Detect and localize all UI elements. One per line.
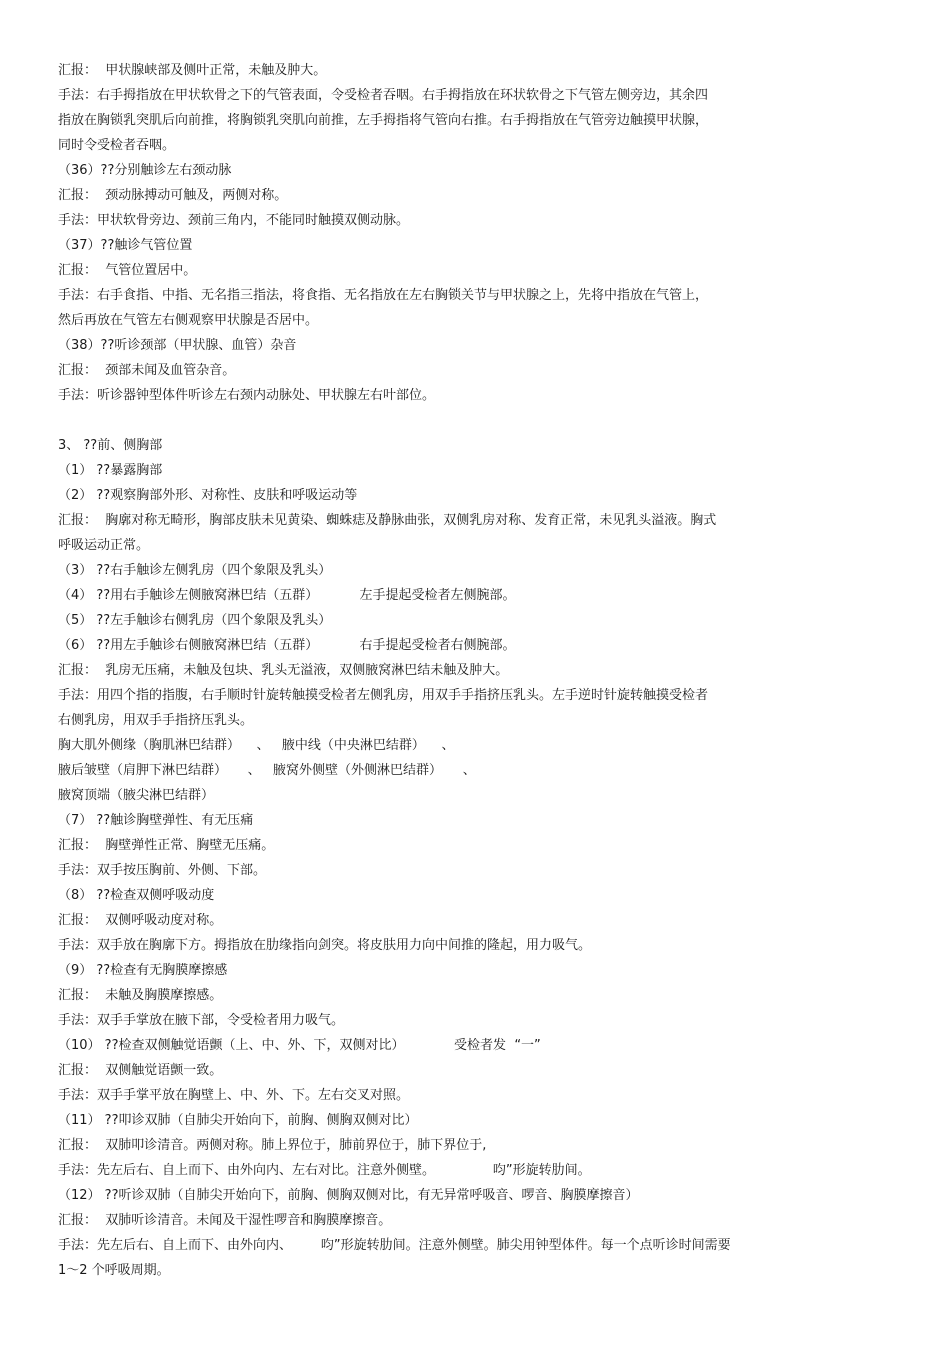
text-line: 汇报： 胸廓对称无畸形，胸部皮肤未见黄染、蜘蛛痣及静脉曲张，双侧乳房对称、发育正常，未见乳头溢液。胸式 [58, 513, 717, 528]
section-heading: （9） ??检查有无胸膜摩擦感 [58, 963, 228, 978]
text-line: 1～2 个呼吸周期。 [58, 1263, 170, 1278]
text-line: 汇报： 颈动脉搏动可触及，两侧对称。 [58, 188, 288, 203]
text-line: 腋窝顶端（腋尖淋巴结群） [58, 788, 215, 803]
text-line: 汇报： 双侧呼吸动度对称。 [58, 913, 223, 928]
section-heading: （2） ??观察胸部外形、对称性、皮肤和呼吸运动等 [58, 488, 358, 503]
text-line: 手法：先左后右、自上而下、由外向内、 呁”形旋转肋间。注意外侧壁。肺尖用钟型体件。每一个点听诊时间需要 [58, 1238, 731, 1253]
section-heading: （1） ??暴露胸部 [58, 463, 163, 478]
text-line: 呼吸运动正常。 [58, 538, 150, 553]
section-heading: （37）??触诊气管位置 [58, 238, 193, 253]
text-line: 手法：双手按压胸前、外侧、下部。 [58, 863, 267, 878]
section-heading: （38）??听诊颈部（甲状腺、血管）杂音 [58, 338, 297, 353]
section-heading: （4） ??用右手触诊左侧腋窝淋巴结（五群） 左手提起受检者左侧腕部。 [58, 588, 516, 603]
text-line: 手法：先左后右、自上而下、由外向内、左右对比。注意外侧壁。 呁”形旋转肋间。 [58, 1163, 591, 1178]
text-line: 汇报： 未触及胸膜摩擦感。 [58, 988, 223, 1003]
section-heading: （36）??分别触诊左右颈动脉 [58, 163, 232, 178]
text-line: 然后再放在气管左右侧观察甲状腺是否居中。 [58, 313, 319, 328]
text-line: 手法：用四个指的指腹，右手顺时针旋转触摸受检者左侧乳房，用双手手指挤压乳头。左手逆时针旋转触摸受检者 [58, 688, 709, 703]
text-line: 手法：右手食指、中指、无名指三指法，将食指、无名指放在左右胸锁关节与甲状腺之上，先将中指放在气管上， [58, 288, 709, 303]
section-heading: （6） ??用左手触诊右侧腋窝淋巴结（五群） 右手提起受检者右侧腕部。 [58, 638, 516, 653]
text-line: 汇报： 乳房无压痛，未触及包块、乳头无溢液，双侧腋窝淋巴结未触及肿大。 [58, 663, 509, 678]
text-line: 手法：右手拇指放在甲状软骨之下的气管表面，令受检者吞咽。右手拇指放在环状软骨之下气管左侧旁边，其余四 [58, 88, 709, 103]
section-heading: （5） ??左手触诊右侧乳房（四个象限及乳头） [58, 613, 332, 628]
text-line: 指放在胸锁乳突肌后向前推，将胸锁乳突肌向前推，左手拇指将气管向右推。右手拇指放在气管旁边触摸甲状腺， [58, 113, 709, 128]
section-heading: （10） ??检查双侧触觉语颤（上、中、外、下，双侧对比） 受检者发 “一” [58, 1038, 541, 1053]
text-line: 右侧乳房，用双手手指挤压乳头。 [58, 713, 254, 728]
text-line: 胸大肌外侧缘（胸肌淋巴结群） 、 腋中线（中央淋巴结群） 、 [58, 738, 455, 753]
section-heading: （3） ??右手触诊左侧乳房（四个象限及乳头） [58, 563, 332, 578]
text-line: 汇报： 甲状腺峡部及侧叶正常，未触及肿大。 [58, 63, 327, 78]
section-heading: （12） ??听诊双肺（自肺尖开始向下，前胸、侧胸双侧对比，有无异常呼吸音、啰音、胸膜摩擦音） [58, 1188, 639, 1203]
text-line: 手法：双手手掌放在腋下部，令受检者用力吸气。 [58, 1013, 345, 1028]
text-line: 汇报： 双侧触觉语颤一致。 [58, 1063, 223, 1078]
text-line: 手法：双手放在胸廓下方。拇指放在肋缘指向剑突。将皮肤用力向中间推的隆起，用力吸气。 [58, 938, 592, 953]
text-line: 同时令受检者吞咽。 [58, 138, 176, 153]
section-heading: （8） ??检查双侧呼吸动度 [58, 888, 215, 903]
text-line: 手法：听诊器钟型体件听诊左右颈内动脉处、甲状腺左右叶部位。 [58, 388, 436, 403]
text-line: 汇报： 双肺听诊清音。未闻及干湿性啰音和胸膜摩擦音。 [58, 1213, 392, 1228]
text-line: 汇报： 颈部未闻及血管杂音。 [58, 363, 236, 378]
text-line: 手法：甲状软骨旁边、颈前三角内，不能同时触摸双侧动脉。 [58, 213, 410, 228]
text-line: 手法：双手手掌平放在胸壁上、中、外、下。左右交叉对照。 [58, 1088, 410, 1103]
text-line: 汇报： 胸壁弹性正常、胸壁无压痛。 [58, 838, 275, 853]
chapter-heading: 3、 ??前、侧胸部 [58, 438, 163, 453]
text-line: 腋后皱壁（肩胛下淋巴结群） 、 腋窝外侧壁（外侧淋巴结群） 、 [58, 763, 476, 778]
section-heading: （11） ??叩诊双肺（自肺尖开始向下，前胸、侧胸双侧对比） [58, 1113, 418, 1128]
text-line: 汇报： 双肺叩诊清音。两侧对称。肺上界位于，肺前界位于，肺下界位于, [58, 1138, 487, 1153]
text-line: 汇报： 气管位置居中。 [58, 263, 197, 278]
section-heading: （7） ??触诊胸壁弹性、有无压痛 [58, 813, 254, 828]
